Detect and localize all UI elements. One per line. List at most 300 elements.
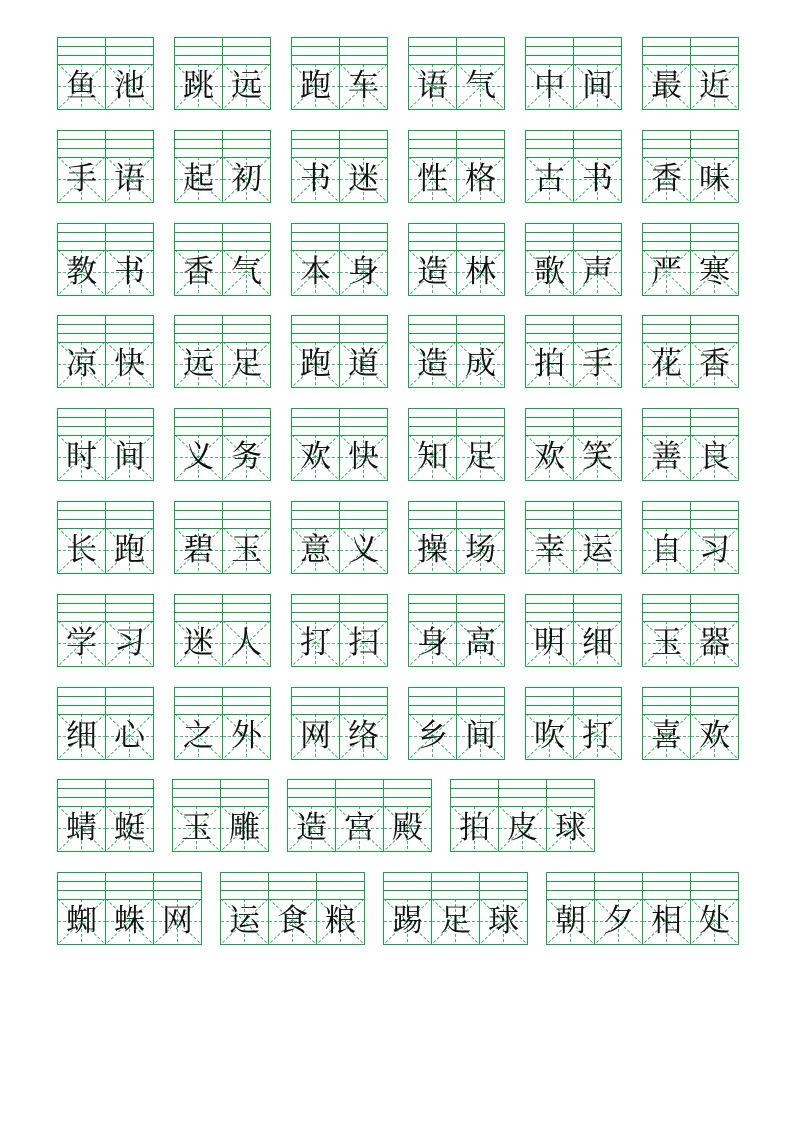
- hanzi-character: 成: [465, 346, 496, 382]
- character-grid: [340, 621, 387, 666]
- hanzi-character: 间: [582, 68, 613, 104]
- hanzi-character: 蜓: [114, 810, 145, 846]
- pinyin-lines: [691, 409, 738, 436]
- character-grid: [154, 899, 201, 944]
- hanzi-character: 食: [277, 903, 308, 939]
- tianzige-cell: [573, 37, 622, 110]
- character-grid: [292, 250, 339, 295]
- tianzige-cell: [408, 315, 457, 388]
- pinyin-lines: [340, 38, 387, 65]
- pinyin-lines: [58, 688, 105, 715]
- hanzi-character: 习: [114, 625, 145, 661]
- pinyin-lines: [221, 873, 268, 900]
- tianzige-cell: [525, 687, 574, 760]
- tianzige-cell: [291, 223, 340, 296]
- character-grid: [58, 806, 105, 851]
- tianzige-cell: [339, 501, 388, 574]
- character-grid: [221, 899, 268, 944]
- tianzige-cell: [642, 223, 691, 296]
- character-grid: [58, 621, 105, 666]
- pinyin-lines: [691, 224, 738, 251]
- hanzi-character: 蛛: [114, 903, 145, 939]
- word-group: [174, 687, 271, 760]
- tianzige-cell: [690, 594, 739, 667]
- pinyin-lines: [292, 224, 339, 251]
- character-grid: [691, 250, 738, 295]
- character-grid: [340, 714, 387, 759]
- hanzi-character: 长: [66, 532, 97, 568]
- word-group: [408, 130, 505, 203]
- pinyin-lines: [340, 688, 387, 715]
- tianzige-cell: [220, 872, 269, 945]
- hanzi-character: 粮: [325, 903, 356, 939]
- hanzi-character: 学: [66, 625, 97, 661]
- hanzi-character: 古: [534, 161, 565, 197]
- character-grid: [175, 250, 222, 295]
- hanzi-character: 相: [651, 903, 682, 939]
- pinyin-lines: [223, 316, 270, 343]
- tianzige-cell: [339, 594, 388, 667]
- hanzi-character: 足: [231, 346, 262, 382]
- tianzige-cell: [291, 37, 340, 110]
- pinyin-lines: [58, 409, 105, 436]
- hanzi-character: 务: [231, 439, 262, 475]
- hanzi-character: 本: [300, 254, 331, 290]
- word-group: [291, 501, 388, 574]
- pinyin-lines: [223, 595, 270, 622]
- hanzi-character: 夕: [603, 903, 634, 939]
- tianzige-cell: [642, 130, 691, 203]
- tianzige-cell: [525, 315, 574, 388]
- pinyin-lines: [106, 688, 153, 715]
- pinyin-lines: [574, 38, 621, 65]
- pinyin-lines: [526, 502, 573, 529]
- hanzi-character: 高: [465, 625, 496, 661]
- pinyin-lines: [691, 688, 738, 715]
- pinyin-lines: [340, 409, 387, 436]
- pinyin-lines: [691, 316, 738, 343]
- tianzige-cell: [690, 130, 739, 203]
- character-grid: [409, 714, 456, 759]
- character-grid: [547, 806, 594, 851]
- tianzige-cell: [291, 594, 340, 667]
- word-group: [525, 594, 622, 667]
- character-grid: [457, 435, 504, 480]
- character-grid: [457, 528, 504, 573]
- character-grid: [58, 714, 105, 759]
- hanzi-character: 细: [66, 718, 97, 754]
- hanzi-character: 吹: [534, 718, 565, 754]
- character-grid: [340, 435, 387, 480]
- pinyin-lines: [409, 688, 456, 715]
- hanzi-character: 初: [231, 161, 262, 197]
- character-grid: [409, 250, 456, 295]
- pinyin-lines: [643, 131, 690, 158]
- tianzige-cell: [291, 501, 340, 574]
- hanzi-character: 碧: [183, 532, 214, 568]
- pinyin-lines: [58, 502, 105, 529]
- tianzige-cell: [456, 408, 505, 481]
- pinyin-lines: [574, 502, 621, 529]
- character-grid: [173, 806, 220, 851]
- word-group: [525, 501, 622, 574]
- tianzige-cell: [525, 37, 574, 110]
- hanzi-character: 欢: [699, 718, 730, 754]
- tianzige-cell: [573, 687, 622, 760]
- tianzige-cell: [690, 408, 739, 481]
- character-grid: [384, 899, 431, 944]
- hanzi-character: 手: [582, 346, 613, 382]
- tianzige-cell: [291, 130, 340, 203]
- character-grid: [526, 250, 573, 295]
- pinyin-lines: [106, 595, 153, 622]
- hanzi-character: 迷: [183, 625, 214, 661]
- hanzi-character: 皮: [507, 810, 538, 846]
- pinyin-lines: [574, 409, 621, 436]
- hanzi-character: 球: [488, 903, 519, 939]
- pinyin-lines: [175, 38, 222, 65]
- hanzi-character: 欢: [300, 439, 331, 475]
- pinyin-lines: [292, 502, 339, 529]
- character-grid: [106, 621, 153, 666]
- word-group: [291, 223, 388, 296]
- character-grid: [340, 64, 387, 109]
- pinyin-lines: [691, 595, 738, 622]
- word-group: [450, 779, 595, 852]
- character-grid: [457, 621, 504, 666]
- pinyin-lines: [384, 780, 431, 807]
- hanzi-character: 身: [417, 625, 448, 661]
- tianzige-cell: [450, 779, 499, 852]
- character-grid: [223, 621, 270, 666]
- character-grid: [317, 899, 364, 944]
- word-group: [408, 408, 505, 481]
- pinyin-lines: [175, 688, 222, 715]
- tianzige-cell: [222, 408, 271, 481]
- tianzige-cell: [105, 501, 154, 574]
- character-grid: [526, 342, 573, 387]
- hanzi-character: 人: [231, 625, 262, 661]
- pinyin-lines: [340, 316, 387, 343]
- tianzige-cell: [408, 687, 457, 760]
- word-group: [57, 779, 154, 852]
- character-grid: [292, 621, 339, 666]
- tianzige-cell: [525, 408, 574, 481]
- character-grid: [106, 714, 153, 759]
- hanzi-character: 手: [66, 161, 97, 197]
- hanzi-character: 处: [699, 903, 730, 939]
- word-group: [174, 37, 271, 110]
- hanzi-character: 玉: [651, 625, 682, 661]
- pinyin-lines: [292, 595, 339, 622]
- pinyin-lines: [58, 224, 105, 251]
- character-grid: [106, 899, 153, 944]
- hanzi-character: 远: [183, 346, 214, 382]
- tianzige-cell: [642, 872, 691, 945]
- pinyin-lines: [457, 409, 504, 436]
- character-grid: [106, 157, 153, 202]
- tianzige-cell: [268, 872, 317, 945]
- character-grid: [175, 64, 222, 109]
- tianzige-cell: [573, 223, 622, 296]
- character-grid: [336, 806, 383, 851]
- hanzi-character: 起: [183, 161, 214, 197]
- hanzi-character: 细: [582, 625, 613, 661]
- character-grid: [451, 806, 498, 851]
- hanzi-character: 书: [114, 254, 145, 290]
- character-grid: [106, 64, 153, 109]
- character-grid: [175, 157, 222, 202]
- tianzige-cell: [642, 501, 691, 574]
- tianzige-cell: [57, 872, 106, 945]
- hanzi-character: 扫: [348, 625, 379, 661]
- hanzi-character: 林: [465, 254, 496, 290]
- character-grid: [574, 714, 621, 759]
- pinyin-lines: [499, 780, 546, 807]
- hanzi-character: 拍: [534, 346, 565, 382]
- character-grid: [58, 157, 105, 202]
- word-group: [174, 130, 271, 203]
- pinyin-lines: [457, 316, 504, 343]
- tianzige-cell: [408, 408, 457, 481]
- pinyin-lines: [223, 409, 270, 436]
- pinyin-lines: [526, 688, 573, 715]
- hanzi-character: 拍: [459, 810, 490, 846]
- word-group: [408, 37, 505, 110]
- pinyin-lines: [643, 873, 690, 900]
- pinyin-lines: [292, 131, 339, 158]
- pinyin-lines: [691, 502, 738, 529]
- pinyin-lines: [175, 595, 222, 622]
- tianzige-cell: [573, 594, 622, 667]
- pinyin-lines: [340, 595, 387, 622]
- tianzige-cell: [642, 594, 691, 667]
- tianzige-cell: [408, 37, 457, 110]
- character-grid: [457, 250, 504, 295]
- tianzige-cell: [573, 315, 622, 388]
- pinyin-lines: [480, 873, 527, 900]
- pinyin-lines: [292, 38, 339, 65]
- tianzige-cell: [57, 594, 106, 667]
- tianzige-cell: [222, 594, 271, 667]
- character-grid: [526, 435, 573, 480]
- pinyin-lines: [58, 131, 105, 158]
- tianzige-cell: [105, 872, 154, 945]
- pinyin-lines: [547, 873, 594, 900]
- character-grid: [223, 435, 270, 480]
- hanzi-character: 教: [66, 254, 97, 290]
- hanzi-character: 间: [114, 439, 145, 475]
- word-group: [220, 872, 365, 945]
- hanzi-character: 快: [114, 346, 145, 382]
- character-grid: [58, 64, 105, 109]
- pinyin-lines: [106, 409, 153, 436]
- hanzi-character: 格: [465, 161, 496, 197]
- hanzi-character: 足: [465, 439, 496, 475]
- character-grid: [223, 157, 270, 202]
- hanzi-character: 远: [231, 68, 262, 104]
- hanzi-character: 义: [183, 439, 214, 475]
- tianzige-cell: [57, 779, 106, 852]
- tianzige-cell: [408, 223, 457, 296]
- character-grid: [691, 342, 738, 387]
- character-grid: [643, 528, 690, 573]
- word-group: [642, 315, 739, 388]
- tianzige-cell: [222, 687, 271, 760]
- character-grid: [643, 64, 690, 109]
- pinyin-lines: [691, 131, 738, 158]
- pinyin-lines: [457, 38, 504, 65]
- character-grid: [175, 435, 222, 480]
- character-grid: [643, 157, 690, 202]
- tianzige-cell: [339, 315, 388, 388]
- hanzi-character: 习: [699, 532, 730, 568]
- hanzi-character: 中: [534, 68, 565, 104]
- character-grid: [292, 157, 339, 202]
- tianzige-cell: [456, 501, 505, 574]
- character-grid: [457, 714, 504, 759]
- character-grid: [691, 157, 738, 202]
- word-group: [172, 779, 269, 852]
- tianzige-cell: [498, 779, 547, 852]
- word-group: [174, 594, 271, 667]
- character-grid: [526, 714, 573, 759]
- pinyin-lines: [292, 688, 339, 715]
- character-grid: [175, 714, 222, 759]
- pinyin-lines: [451, 780, 498, 807]
- character-grid: [340, 250, 387, 295]
- word-group: [525, 37, 622, 110]
- character-grid: [526, 528, 573, 573]
- character-grid: [643, 899, 690, 944]
- pinyin-lines: [595, 873, 642, 900]
- tianzige-cell: [291, 687, 340, 760]
- pinyin-lines: [457, 595, 504, 622]
- word-group: [546, 872, 739, 945]
- word-group: [57, 130, 154, 203]
- character-grid: [526, 64, 573, 109]
- hanzi-character: 香: [183, 254, 214, 290]
- character-grid: [58, 528, 105, 573]
- character-grid: [340, 157, 387, 202]
- hanzi-character: 香: [651, 161, 682, 197]
- tianzige-cell: [690, 872, 739, 945]
- tianzige-cell: [105, 408, 154, 481]
- tianzige-cell: [339, 130, 388, 203]
- pinyin-lines: [409, 316, 456, 343]
- word-group: [525, 130, 622, 203]
- character-grid: [499, 806, 546, 851]
- character-grid: [643, 621, 690, 666]
- pinyin-lines: [223, 688, 270, 715]
- character-grid: [409, 342, 456, 387]
- tianzige-cell: [57, 501, 106, 574]
- character-grid: [106, 528, 153, 573]
- pinyin-lines: [340, 131, 387, 158]
- pinyin-lines: [643, 688, 690, 715]
- tianzige-cell: [222, 223, 271, 296]
- hanzi-character: 打: [582, 718, 613, 754]
- word-group: [57, 594, 154, 667]
- pinyin-lines: [409, 409, 456, 436]
- hanzi-character: 语: [114, 161, 145, 197]
- tianzige-cell: [153, 872, 202, 945]
- hanzi-character: 器: [699, 625, 730, 661]
- word-group: [287, 779, 432, 852]
- hanzi-character: 宫: [344, 810, 375, 846]
- pinyin-lines: [175, 502, 222, 529]
- word-group: [642, 130, 739, 203]
- word-group: [174, 408, 271, 481]
- hanzi-character: 声: [582, 254, 613, 290]
- hanzi-character: 蜘: [66, 903, 97, 939]
- pinyin-lines: [106, 131, 153, 158]
- hanzi-character: 气: [465, 68, 496, 104]
- tianzige-cell: [105, 687, 154, 760]
- tianzige-cell: [222, 37, 271, 110]
- pinyin-lines: [691, 38, 738, 65]
- tianzige-cell: [456, 594, 505, 667]
- pinyin-lines: [457, 502, 504, 529]
- character-grid: [58, 435, 105, 480]
- pinyin-lines: [154, 873, 201, 900]
- character-grid: [409, 621, 456, 666]
- tianzige-cell: [408, 130, 457, 203]
- character-grid: [595, 899, 642, 944]
- tianzige-cell: [456, 687, 505, 760]
- word-group: [57, 501, 154, 574]
- pinyin-lines: [223, 38, 270, 65]
- pinyin-lines: [336, 780, 383, 807]
- word-group: [642, 594, 739, 667]
- hanzi-character: 网: [300, 718, 331, 754]
- character-grid: [223, 64, 270, 109]
- hanzi-character: 网: [162, 903, 193, 939]
- hanzi-character: 运: [582, 532, 613, 568]
- tianzige-cell: [642, 315, 691, 388]
- pinyin-lines: [526, 131, 573, 158]
- pinyin-lines: [175, 224, 222, 251]
- word-group: [408, 594, 505, 667]
- pinyin-lines: [574, 688, 621, 715]
- character-grid: [106, 342, 153, 387]
- pinyin-lines: [106, 780, 153, 807]
- tianzige-cell: [222, 315, 271, 388]
- hanzi-character: 书: [582, 161, 613, 197]
- pinyin-lines: [574, 316, 621, 343]
- character-grid: [175, 342, 222, 387]
- hanzi-character: 络: [348, 718, 379, 754]
- tianzige-cell: [431, 872, 480, 945]
- pinyin-lines: [106, 873, 153, 900]
- hanzi-character: 味: [699, 161, 730, 197]
- character-grid: [691, 621, 738, 666]
- character-grid: [643, 714, 690, 759]
- word-group: [383, 872, 528, 945]
- hanzi-character: 球: [555, 810, 586, 846]
- tianzige-cell: [690, 315, 739, 388]
- tianzige-cell: [105, 130, 154, 203]
- pinyin-lines: [643, 595, 690, 622]
- character-grid: [691, 528, 738, 573]
- pinyin-lines: [643, 224, 690, 251]
- pinyin-lines: [58, 595, 105, 622]
- hanzi-character: 花: [651, 346, 682, 382]
- tianzige-cell: [174, 501, 223, 574]
- word-group: [408, 223, 505, 296]
- hanzi-character: 鱼: [66, 68, 97, 104]
- pinyin-lines: [340, 224, 387, 251]
